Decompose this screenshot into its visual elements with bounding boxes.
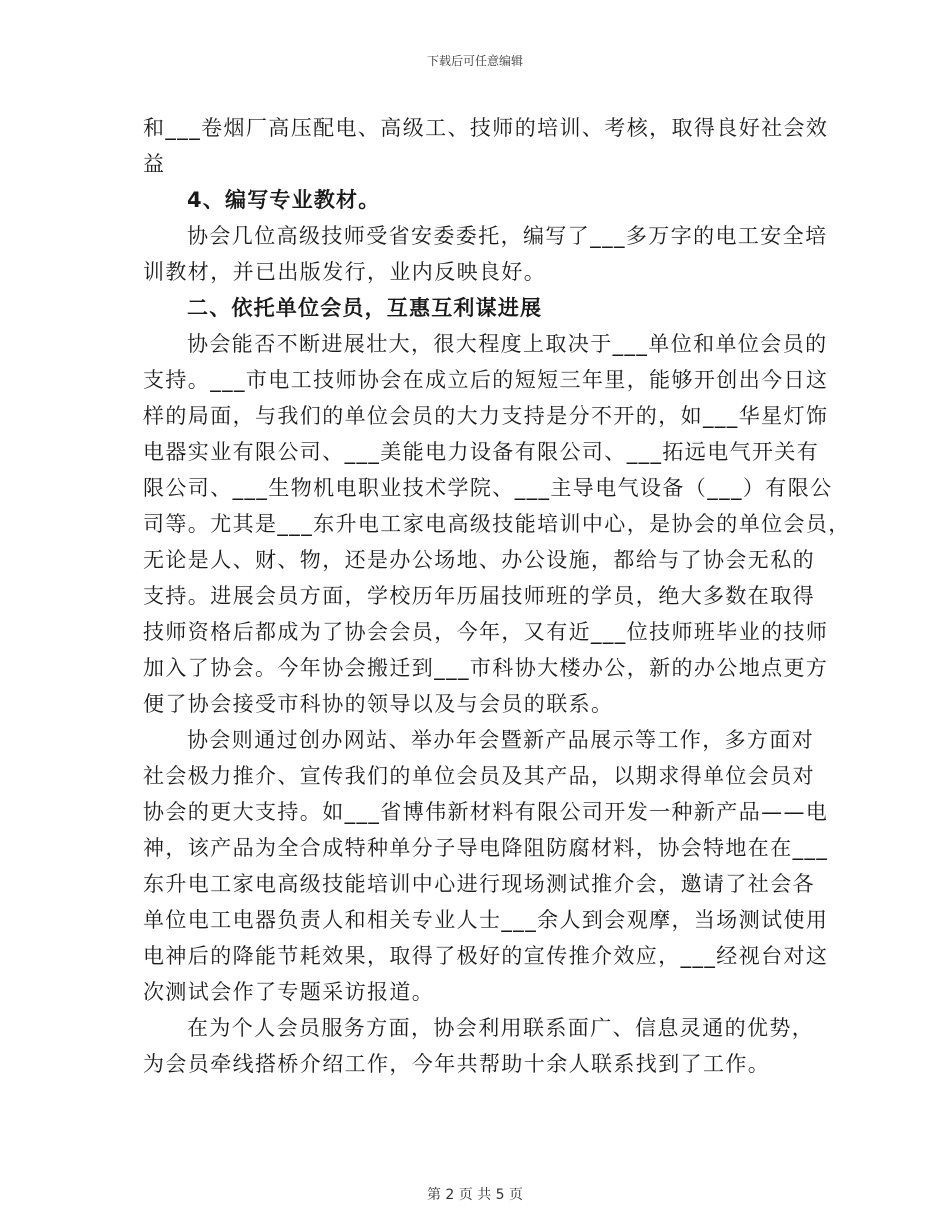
paragraph-line: 在为个人会员服务方面，协会利用联系面广、信息灵通的优势， [187,1016,815,1040]
paragraph-line: 和___卷烟厂高压配电、高级工、技师的培训、考核，取得良好社会效 [143,116,829,140]
paragraph-line: 协会几位高级技师受省安委委托，编写了___多万字的电工安全培 [187,224,828,248]
paragraph-line: 单位电工电器负责人和相关专业人士___余人到会观摩，当场测试使用 [143,908,829,932]
paragraph-line: 支持。进展会员方面，学校历年历届技师班的学员，绝大多数在取得 [143,584,815,608]
paragraph-line: 电器实业有限公司、___美能电力设备有限公司、___拓远电气开关有 [143,440,820,464]
paragraph-line: 为会员牵线搭桥介绍工作，今年共帮助十余人联系找到了工作。 [143,1052,771,1076]
paragraph-line: 样的局面，与我们的单位会员的大力支持是分不开的，如___华星灯饰 [143,404,829,428]
paragraph-line: 无论是人、财、物，还是办公场地、办公设施，都给与了协会无私的 [143,548,815,572]
paragraph-line: 次测试会作了专题采访报道。 [143,980,435,1004]
paragraph-line: 技师资格后都成为了协会会员，今年，又有近___位技师班毕业的技师 [143,620,829,644]
paragraph-line: 加入了协会。今年协会搬迁到___市科协大楼办公，新的办公地点更方 [143,656,829,680]
page-header: 下载后可任意编辑 [426,54,523,68]
paragraph-line: 社会极力推介、宣传我们的单位会员及其产品，以期求得单位会员对 [143,764,815,788]
paragraph-line: 协会的更大支持。如___省博伟新材料有限公司开发一种新产品——电 [143,800,829,824]
paragraph-line: 便了协会接受市科协的领导以及与会员的联系。 [143,692,614,716]
paragraph-line: 司等。尤其是___东升电工家电高级技能培训中心，是协会的单位会员， [143,512,851,536]
paragraph-line: 支持。___市电工技师协会在成立后的短短三年里，能够开创出今日这 [143,368,829,392]
page-footer: 第 2 页 共 5 页 [426,1187,524,1203]
paragraph-line: 神，该产品为全合成特种单分子导电降阻防腐材料，协会特地在在___ [143,836,829,860]
document-body [143,110,851,1082]
paragraph-line: 东升电工家电高级技能培训中心进行现场测试推介会，邀请了社会各 [143,872,815,896]
section-heading-line: 二、依托单位会员，互惠互利谋进展 [187,296,543,320]
paragraph-line: 限公司、___生物机电职业技术学院、___主导电气设备（___）有限公 [143,476,833,500]
paragraph-line: 电神后的降能节耗效果，取得了极好的宣传推介效应，___经视台对这 [143,944,829,968]
paragraph-line: 益 [143,152,166,176]
paragraph-line: 协会则通过创办网站、举办年会暨新产品展示等工作，多方面对 [187,728,815,752]
section-heading-line: 4、编写专业教材。 [187,188,381,212]
paragraph-line: 训教材，并已出版发行，业内反映良好。 [143,260,547,284]
paragraph-line: 协会能否不断进展壮大，很大程度上取决于___单位和单位会员的 [187,332,828,356]
